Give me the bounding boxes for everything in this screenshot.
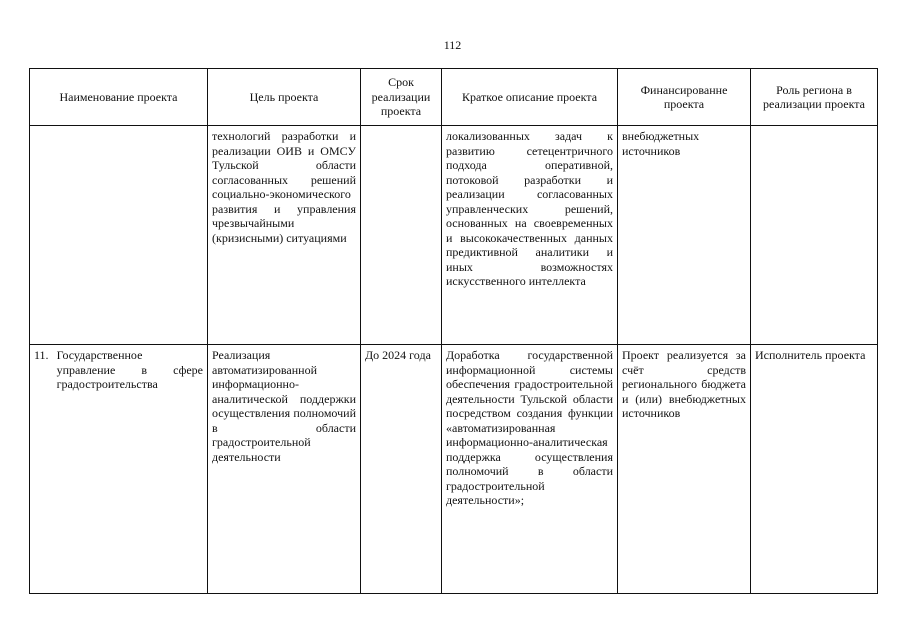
cell-project-name	[30, 345, 208, 594]
table-header-row	[30, 69, 878, 126]
cell-project-term	[361, 126, 442, 345]
page-number: 112	[443, 38, 462, 52]
cell-project-funding: внебюджетных источников	[618, 126, 751, 345]
header-project-funding: Финансированне проекта	[618, 69, 751, 126]
header-region-role: Роль региона в реализации проекта	[751, 69, 878, 126]
cell-region-role: Исполнитель проекта	[751, 345, 878, 594]
cell-project-name	[30, 126, 208, 345]
cell-project-goal: технологий разработки и реализации ОИВ и ОМСУ Тульской области согласованных решений социально-экономического развития и управления чрезвычайными (кризисными) ситуациями	[208, 126, 361, 345]
header-project-term: Срок реализации проекта	[361, 69, 442, 126]
table-row	[30, 345, 878, 594]
header-project-name: Наименование проекта	[30, 69, 208, 126]
cell-project-description: Доработка государственной информационной системы обеспечения градостроительной деятельности Тульской области посредством создания функции «автоматизированная информационно-аналитическая поддержка осуществления полномочий в области градостроительной деятельности»;	[442, 345, 618, 594]
header-project-description: Краткое описание проекта	[442, 69, 618, 126]
cell-region-role	[751, 126, 878, 345]
cell-project-description: локализованных задач к развитию сетецентричного подхода оперативной, потоковой разработки и реализации согласованных управленческих решений, основанных на своевременных и высококачественных данных предиктивной аналитики и иных возможностях искусственного интеллекта	[442, 126, 618, 345]
projects-table	[29, 68, 878, 594]
cell-project-term: До 2024 года	[361, 345, 442, 594]
project-name-text: Государственное управление в сфере градостроительства	[56, 348, 203, 391]
cell-project-goal: Реализация автоматизированной информационно-аналитической поддержки осуществления полномочий в области градостроительной деятельности	[208, 345, 361, 594]
project-number: 11.	[34, 348, 49, 362]
table-row	[30, 126, 878, 345]
cell-project-funding: Проект реализуется за счёт средств регионального бюджета и (или) внебюджетных источников	[618, 345, 751, 594]
header-project-goal: Цель проекта	[208, 69, 361, 126]
